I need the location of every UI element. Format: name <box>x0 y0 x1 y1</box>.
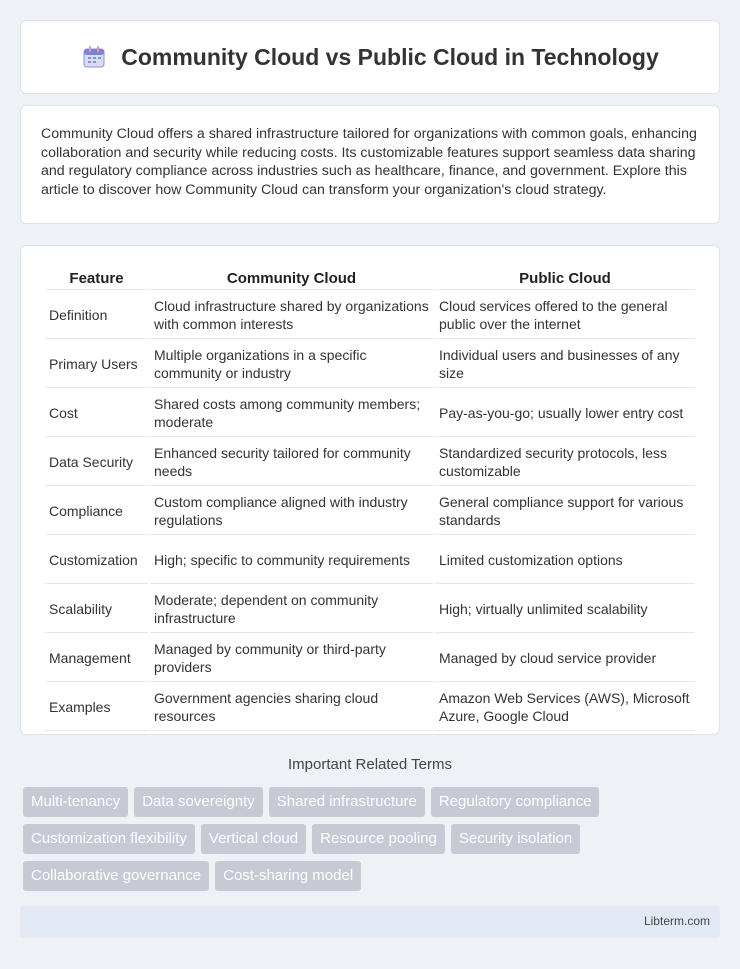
column-header: Feature <box>45 268 148 290</box>
feature-cell: Primary Users <box>45 341 148 388</box>
header-card <box>20 20 720 94</box>
feature-cell: Scalability <box>45 586 148 633</box>
related-term-tag[interactable]: Multi-tenancy <box>23 787 128 817</box>
public-cloud-cell: High; virtually unlimited scalability <box>435 586 695 633</box>
related-term-tag[interactable]: Data sovereignty <box>134 787 263 817</box>
public-cloud-cell: Managed by cloud service provider <box>435 635 695 682</box>
table-row <box>45 292 695 339</box>
community-cloud-cell: Cloud infrastructure shared by organizations with common interests <box>150 292 433 339</box>
feature-cell: Management <box>45 635 148 682</box>
community-cloud-cell: Enhanced security tailored for community needs <box>150 439 433 486</box>
table-row <box>45 341 695 388</box>
feature-cell: Examples <box>45 684 148 731</box>
related-term-tag[interactable]: Resource pooling <box>312 824 445 854</box>
related-term-tag[interactable]: Shared infrastructure <box>269 787 425 817</box>
community-cloud-cell: Multiple organizations in a specific community or industry <box>150 341 433 388</box>
related-term-tag[interactable]: Regulatory compliance <box>431 787 600 817</box>
public-cloud-cell: Standardized security protocols, less customizable <box>435 439 695 486</box>
intro-text: Community Cloud offers a shared infrastructure tailored for organizations with common goals, enhancing collaboration and security while reducing costs. Its customizable features support seamless data sharing and regulatory compliance across industries such as healthcare, finance, and government. Explore this article to discover how Community Cloud can transform your organization's cloud strategy. <box>41 126 697 198</box>
table-row <box>45 439 695 486</box>
community-cloud-cell: Shared costs among community members; moderate <box>150 390 433 437</box>
community-cloud-cell: Moderate; dependent on community infrastructure <box>150 586 433 633</box>
comparison-table-card <box>20 245 720 735</box>
community-cloud-cell: Government agencies sharing cloud resources <box>150 684 433 731</box>
calendar-icon <box>81 44 107 70</box>
related-term-tag[interactable]: Vertical cloud <box>201 824 306 854</box>
feature-cell: Customization <box>45 537 148 584</box>
public-cloud-cell: General compliance support for various standards <box>435 488 695 535</box>
related-term-tag[interactable]: Security isolation <box>451 824 580 854</box>
comparison-table <box>43 266 697 733</box>
related-term-tag[interactable]: Collaborative governance <box>23 861 209 891</box>
feature-cell: Data Security <box>45 439 148 486</box>
public-cloud-cell: Individual users and businesses of any size <box>435 341 695 388</box>
public-cloud-cell: Pay-as-you-go; usually lower entry cost <box>435 390 695 437</box>
feature-cell: Cost <box>45 390 148 437</box>
table-row <box>45 635 695 682</box>
public-cloud-cell: Cloud services offered to the general public over the internet <box>435 292 695 339</box>
table-header-row <box>45 268 695 290</box>
table-row <box>45 537 695 584</box>
community-cloud-cell: High; specific to community requirements <box>150 537 433 584</box>
public-cloud-cell: Amazon Web Services (AWS), Microsoft Azure, Google Cloud <box>435 684 695 731</box>
related-terms-title: Important Related Terms <box>288 756 452 773</box>
column-header: Community Cloud <box>150 268 433 290</box>
related-term-tag[interactable]: Cost-sharing model <box>215 861 361 891</box>
column-header: Public Cloud <box>435 268 695 290</box>
table-row <box>45 586 695 633</box>
community-cloud-cell: Managed by community or third-party providers <box>150 635 433 682</box>
related-terms-list <box>23 787 723 891</box>
community-cloud-cell: Custom compliance aligned with industry regulations <box>150 488 433 535</box>
footer-brand[interactable]: Libterm.com <box>643 914 710 928</box>
feature-cell: Compliance <box>45 488 148 535</box>
footer <box>20 906 720 938</box>
public-cloud-cell: Limited customization options <box>435 537 695 584</box>
related-term-tag[interactable]: Customization flexibility <box>23 824 195 854</box>
table-row <box>45 390 695 437</box>
table-row <box>45 488 695 535</box>
intro-card <box>20 105 720 224</box>
page-title: Community Cloud vs Public Cloud in Technology <box>121 43 659 70</box>
feature-cell: Definition <box>45 292 148 339</box>
table-row <box>45 684 695 731</box>
